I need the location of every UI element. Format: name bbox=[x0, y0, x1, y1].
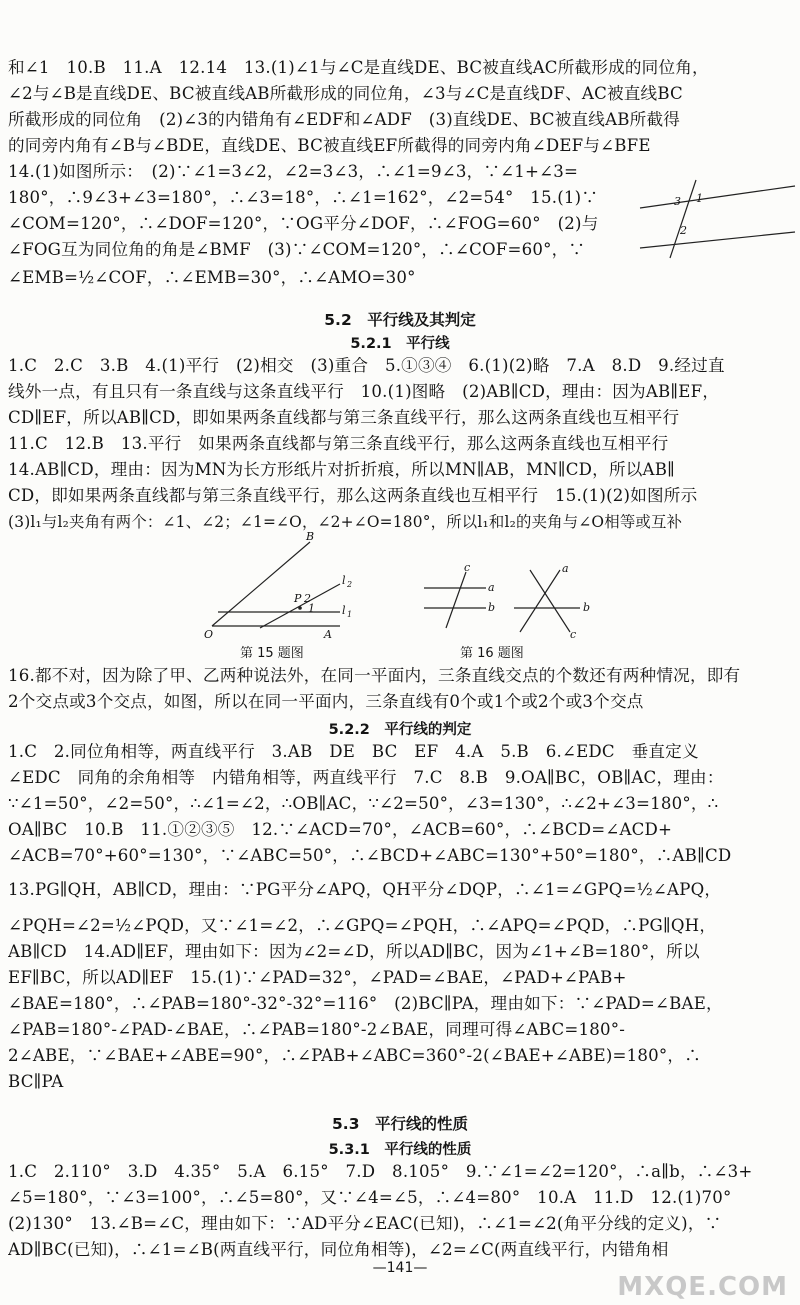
figure-q16 bbox=[420, 562, 600, 642]
section-heading: 5.3 平行线的性质 bbox=[332, 1115, 468, 1133]
text-line: EF∥BC，所以AD∥EF 15.(1)∵∠PAD=32°，∠PAD=∠BAE，∠PAD+∠PAB+ bbox=[8, 968, 627, 987]
text-line: 1.C 2.110° 3.D 4.35° 5.A 6.15° 7.D 8.105° 9.∵∠1=∠2=120°，∴a∥b，∴∠3+ bbox=[8, 1162, 753, 1181]
text-line: (3)l₁与l₂夹角有两个：∠1、∠2；∠1=∠O，∠2+∠O=180°，所以l₁和l₂的夹角与∠O相等或互补 bbox=[8, 513, 683, 531]
text-line: CD，即如果两条直线都与第三条直线平行，那么这两条直线也互相平行 15.(1)(2)如图所示 bbox=[8, 486, 698, 505]
point-label: B bbox=[306, 532, 315, 543]
line-label: c bbox=[464, 562, 471, 574]
text-line: (2)130° 13.∠B=∠C，理由如下：∵AD平分∠EAC(已知)，∴∠1=∠2(角平分线的定义)，∵ bbox=[8, 1214, 722, 1233]
angle-label: 2 bbox=[680, 224, 687, 237]
point-label: A bbox=[324, 628, 332, 641]
text-line: ∵∠1=50°，∠2=50°，∴∠1=∠2，∴OB∥AC，∵∠2=50°，∠3=130°，∴∠2+∠3=180°，∴ bbox=[8, 794, 719, 813]
text-line: 所截形成的同位角 (2)∠3的内错角有∠EDF和∠ADF (3)直线DE、BC被直线AB所截得 bbox=[8, 110, 681, 129]
text-line: AD∥BC(已知)，∴∠1=∠B(两直线平行，同位角相等)，∠2=∠C(两直线平行，内错角相 bbox=[8, 1240, 669, 1259]
text-line: 180°，∴9∠3+∠3=180°，∴∠3=18°，∴∠1=162°，∠2=54° 15.(1)∵ bbox=[8, 188, 599, 207]
figure-line bbox=[670, 180, 696, 258]
figure-q14 bbox=[610, 168, 800, 260]
page-number: —141— bbox=[372, 1260, 428, 1276]
angle-label: 2 bbox=[304, 592, 311, 605]
figure-line bbox=[640, 232, 795, 248]
line-label: b bbox=[583, 601, 591, 614]
figure-line bbox=[520, 570, 560, 632]
text-line: ∠EMB=½∠COF，∴∠EMB=30°，∴∠AMO=30° bbox=[8, 268, 416, 287]
section-heading: 5.2 平行线及其判定 bbox=[324, 311, 476, 329]
text-line: CD∥EF，所以AB∥CD，即如果两条直线都与第三条直线平行，那么这两条直线也互相平行 bbox=[8, 408, 680, 427]
text-line: 16.都不对，因为除了甲、乙两种说法外，在同一平面内，三条直线交点的个数还有两种情况，即有 bbox=[8, 666, 741, 685]
figure-caption: 第 16 题图 bbox=[460, 646, 524, 661]
figure-line-l2 bbox=[260, 584, 340, 628]
text-line: ∠5=180°，∵∠3=100°，∴∠5=80°，又∵∠4=∠5，∴∠4=80° 10.A 11.D 12.(1)70° bbox=[8, 1188, 732, 1207]
figure-q15 bbox=[200, 532, 370, 642]
text-line: 1.C 2.C 3.B 4.(1)平行 (2)相交 (3)重合 5.①③④ 6.(1)(2)略 7.A 8.D 9.经过直 bbox=[8, 356, 725, 375]
text-line: ∠EDC 同角的余角相等 内错角相等，两直线平行 7.C 8.B 9.OA∥BC，OB∥AC，理由： bbox=[8, 768, 724, 787]
line-label-sub: 2 bbox=[347, 580, 353, 589]
text-line: 14.(1)如图所示： (2)∵∠1=3∠2，∠2=3∠3，∴∠1=9∠3，∵∠1+∠3= bbox=[8, 162, 579, 181]
line-label: a bbox=[488, 581, 495, 594]
text-line: ∠2与∠B是直线DE、BC被直线AB所截形成的同位角，∠3与∠C是直线DF、AC被直线BC bbox=[8, 84, 683, 103]
text-line: 线外一点，有且只有一条直线与这条直线平行 10.(1)图略 (2)AB∥CD，理由：因为AB∥EF， bbox=[8, 382, 720, 401]
text-line: BC∥PA bbox=[8, 1072, 64, 1091]
subsection-heading: 5.2.1 平行线 bbox=[350, 336, 450, 352]
text-line: ∠FOG互为同位角的角是∠BMF (3)∵∠COM=120°，∴∠COF=60°，∵ bbox=[8, 240, 586, 259]
text-line: OA∥BC 10.B 11.①②③⑤ 12.∵∠ACD=70°，∠ACB=60°，∴∠BCD=∠ACD+ bbox=[8, 820, 673, 839]
text-line: 2∠ABE，∵∠BAE+∠ABE=90°，∴∠PAB+∠ABC=360°-2(∠BAE+∠ABE)=180°，∴ bbox=[8, 1046, 701, 1065]
text-line: ∠PQH=∠2=½∠PQD，又∵∠1=∠2，∴∠GPQ=∠PQH，∴∠APQ=∠PQD，∴PG∥QH， bbox=[8, 916, 717, 935]
subsection-heading: 5.2.2 平行线的判定 bbox=[328, 722, 472, 738]
figure-line bbox=[212, 542, 310, 626]
text-line: 14.AB∥CD，理由：因为MN为长方形纸片对折折痕，所以MN∥AB，MN∥CD，所以AB∥ bbox=[8, 460, 675, 479]
text-line: ∠PAB=180°-∠PAD-∠BAE，∴∠PAB=180°-2∠BAE，同理可得∠ABC=180°- bbox=[8, 1020, 626, 1039]
text-line: ∠ACB=70°+60°=130°，∵∠ABC=50°，∴∠BCD+∠ABC=130°+50°=180°，∴AB∥CD bbox=[8, 846, 732, 865]
line-label: l bbox=[342, 574, 346, 587]
angle-label: 1 bbox=[308, 602, 315, 615]
text-line: ∠COM=120°，∴∠DOF=120°，∵OG平分∠DOF，∴∠FOG=60° (2)与 bbox=[8, 214, 599, 233]
figure-line bbox=[446, 572, 466, 628]
watermark-logo: MXQE.COM bbox=[617, 1272, 788, 1302]
angle-label: 3 bbox=[674, 195, 681, 208]
point-p bbox=[298, 606, 302, 610]
figure-line bbox=[530, 570, 570, 632]
text-line: 13.PG∥QH，AB∥CD，理由：∵PG平分∠APQ，QH平分∠DQP，∴∠1=∠GPQ=½∠APQ， bbox=[8, 880, 722, 899]
line-label: l bbox=[342, 604, 346, 617]
subsection-heading: 5.3.1 平行线的性质 bbox=[328, 1142, 472, 1158]
line-label: c bbox=[570, 628, 577, 641]
line-label: a bbox=[562, 562, 569, 575]
figure-caption: 第 15 题图 bbox=[240, 646, 304, 661]
text-line: 的同旁内角有∠B与∠BDE，直线DE、BC被直线EF所截得的同旁内角∠DEF与∠BFE bbox=[8, 136, 651, 155]
angle-label: 1 bbox=[696, 192, 703, 205]
line-label-sub: 1 bbox=[347, 610, 353, 619]
text-line: 11.C 12.B 13.平行 如果两条直线都与第三条直线平行，那么这两条直线也互相平行 bbox=[8, 434, 669, 453]
figure-line bbox=[640, 186, 795, 208]
text-line: 1.C 2.同位角相等，两直线平行 3.AB DE BC EF 4.A 5.B 6.∠EDC 垂直定义 bbox=[8, 742, 699, 761]
point-label: P bbox=[294, 592, 302, 605]
line-label: b bbox=[488, 601, 496, 614]
text-line: ∠BAE=180°，∴∠PAB=180°-32°-32°=116° (2)BC∥PA，理由如下：∵∠PAD=∠BAE， bbox=[8, 994, 723, 1013]
text-line: AB∥CD 14.AD∥EF，理由如下：因为∠2=∠D，所以AD∥BC，因为∠1+∠B=180°，所以 bbox=[8, 942, 700, 961]
text-line: 和∠1 10.B 11.A 12.14 13.(1)∠1与∠C是直线DE、BC被直线AC所截形成的同位角， bbox=[8, 58, 709, 77]
text-line: 2个交点或3个交点，如图，所以在同一平面内，三条直线有0个或1个或2个或3个交点 bbox=[8, 692, 644, 711]
point-label: O bbox=[204, 628, 214, 641]
